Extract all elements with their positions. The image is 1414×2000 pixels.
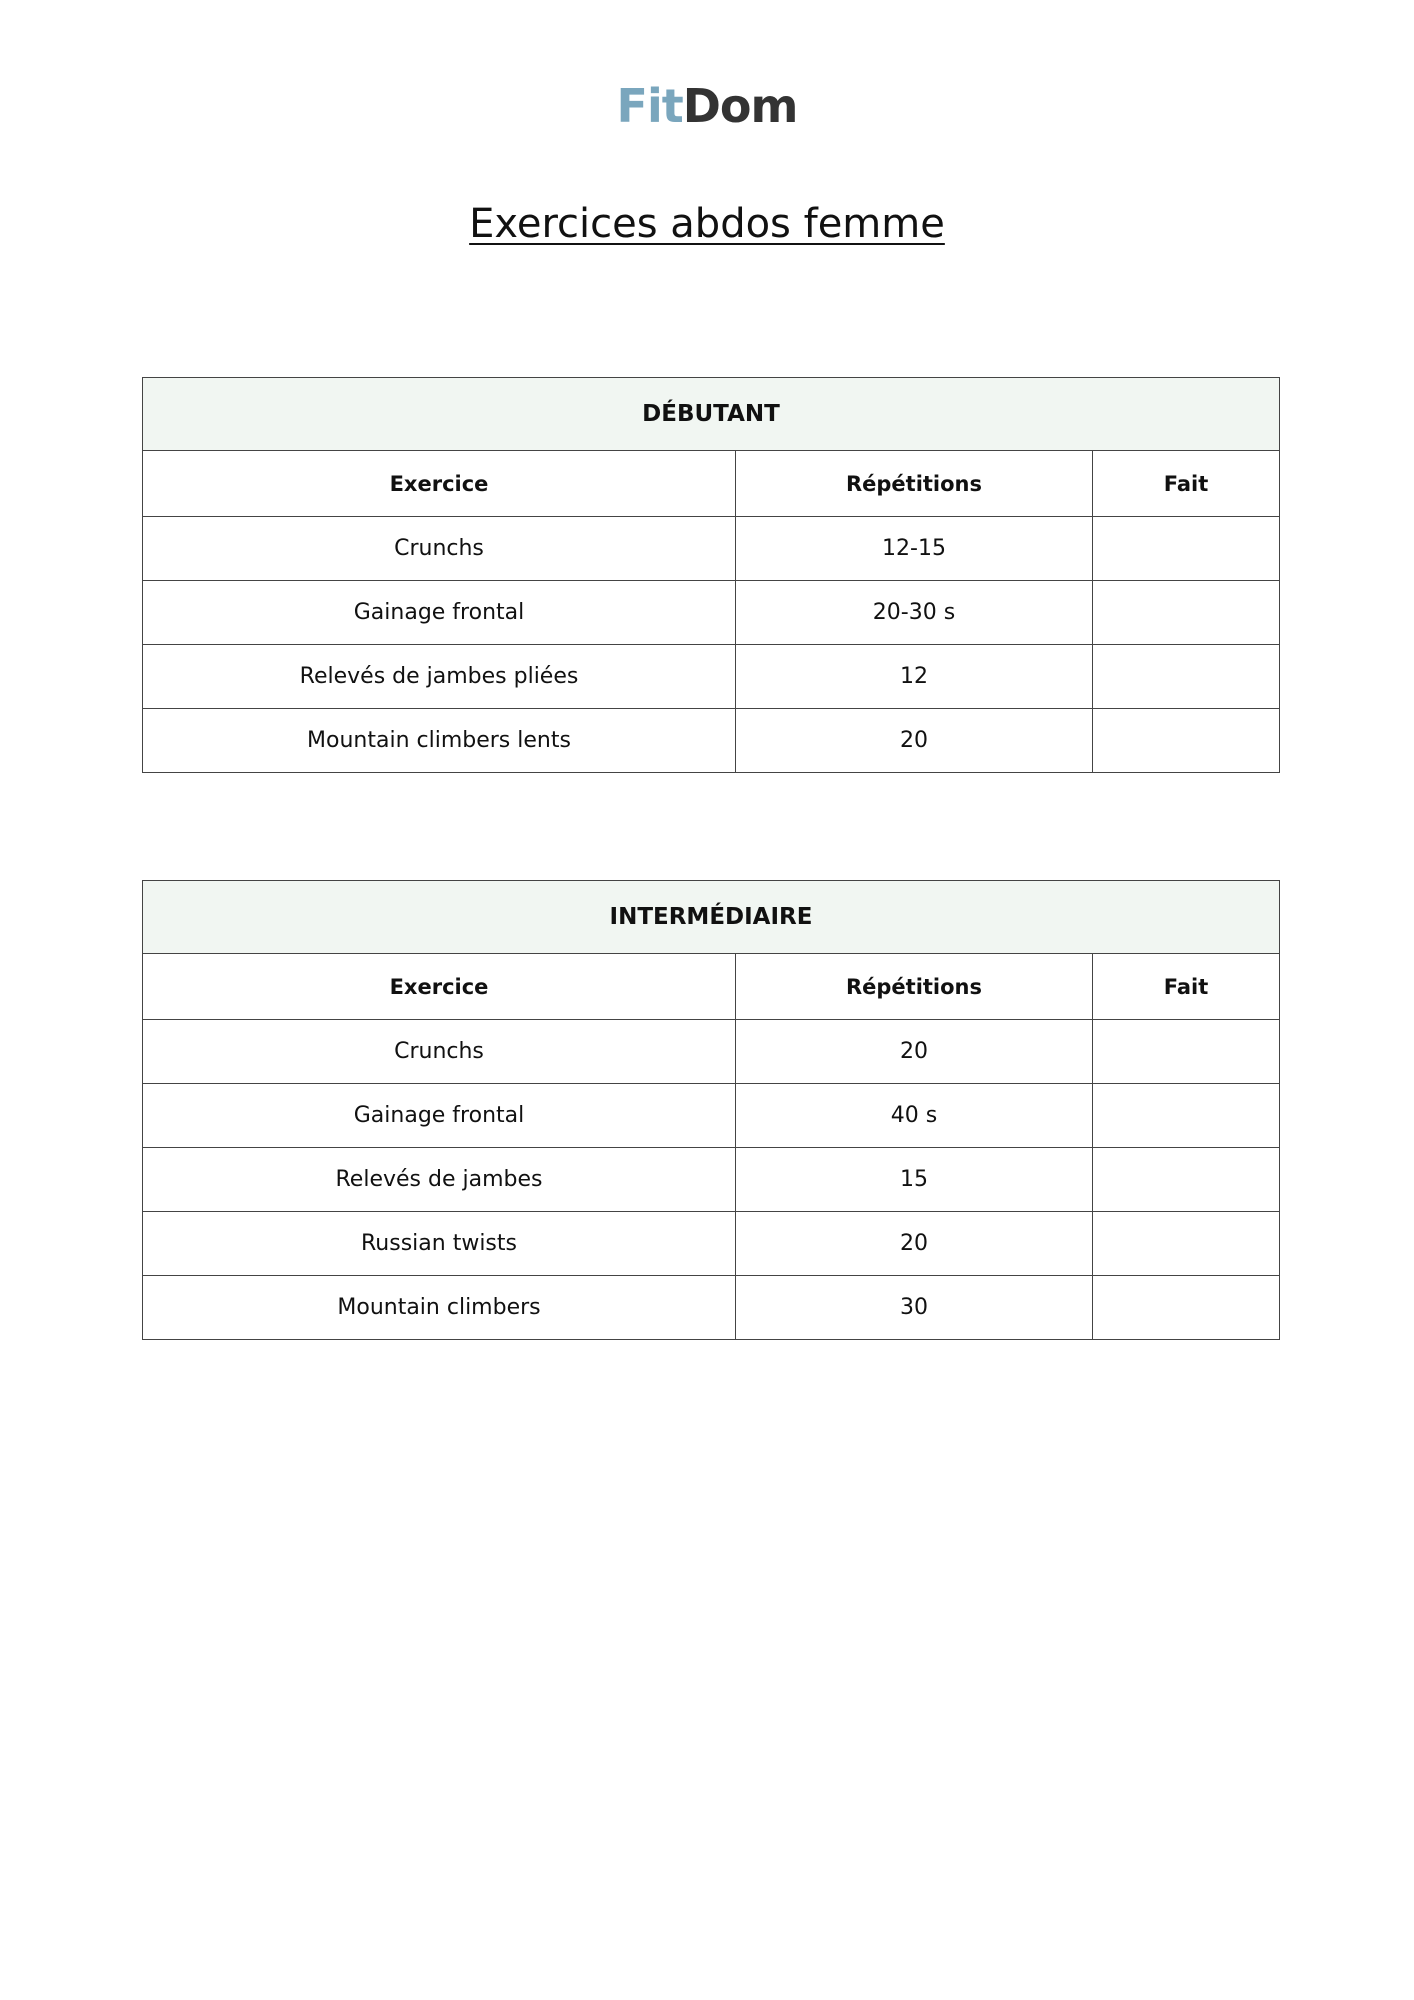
reps-cell: 20-30 s: [736, 581, 1093, 645]
done-cell[interactable]: [1093, 517, 1280, 581]
table-row: [143, 581, 1280, 645]
exercise-cell: Relevés de jambes pliées: [143, 645, 736, 709]
column-header-reps: Répétitions: [736, 954, 1093, 1020]
reps-cell: 40 s: [736, 1084, 1093, 1148]
table-debutant: [142, 377, 1280, 773]
column-header-done: Fait: [1093, 954, 1280, 1020]
level-header-row: [143, 881, 1280, 954]
exercise-cell: Crunchs: [143, 1020, 736, 1084]
done-cell[interactable]: [1093, 1212, 1280, 1276]
reps-cell: 20: [736, 1020, 1093, 1084]
exercise-cell: Russian twists: [143, 1212, 736, 1276]
table-row: [143, 709, 1280, 773]
reps-cell: 12: [736, 645, 1093, 709]
exercise-cell: Gainage frontal: [143, 1084, 736, 1148]
done-cell[interactable]: [1093, 1020, 1280, 1084]
column-header-row: [143, 451, 1280, 517]
column-header-row: [143, 954, 1280, 1020]
page-title: [0, 198, 1414, 250]
table-row: [143, 1276, 1280, 1340]
exercise-cell: Mountain climbers lents: [143, 709, 736, 773]
done-cell[interactable]: [1093, 1276, 1280, 1340]
level-header-row: [143, 378, 1280, 451]
done-cell[interactable]: [1093, 1148, 1280, 1212]
exercise-cell: Mountain climbers: [143, 1276, 736, 1340]
reps-cell: 20: [736, 1212, 1093, 1276]
reps-cell: 30: [736, 1276, 1093, 1340]
done-cell[interactable]: [1093, 709, 1280, 773]
logo-dom: Dom: [682, 79, 798, 133]
table-intermediaire: [142, 880, 1280, 1340]
column-header-exercise: Exercice: [143, 954, 736, 1020]
reps-cell: 12-15: [736, 517, 1093, 581]
level-title: INTERMÉDIAIRE: [143, 881, 1280, 954]
done-cell[interactable]: [1093, 581, 1280, 645]
logo-fit: Fit: [616, 79, 683, 133]
column-header-reps: Répétitions: [736, 451, 1093, 517]
reps-cell: 15: [736, 1148, 1093, 1212]
level-title: DÉBUTANT: [143, 378, 1280, 451]
column-header-exercise: Exercice: [143, 451, 736, 517]
table-row: [143, 1020, 1280, 1084]
exercise-cell: Relevés de jambes: [143, 1148, 736, 1212]
done-cell[interactable]: [1093, 1084, 1280, 1148]
done-cell[interactable]: [1093, 645, 1280, 709]
table-row: [143, 1148, 1280, 1212]
table-row: [143, 645, 1280, 709]
column-header-done: Fait: [1093, 451, 1280, 517]
table-row: [143, 1212, 1280, 1276]
logo: [0, 78, 1414, 134]
exercise-cell: Crunchs: [143, 517, 736, 581]
table-row: [143, 1084, 1280, 1148]
reps-cell: 20: [736, 709, 1093, 773]
exercise-cell: Gainage frontal: [143, 581, 736, 645]
page-title-text: Exercices abdos femme: [469, 201, 945, 247]
table-row: [143, 517, 1280, 581]
